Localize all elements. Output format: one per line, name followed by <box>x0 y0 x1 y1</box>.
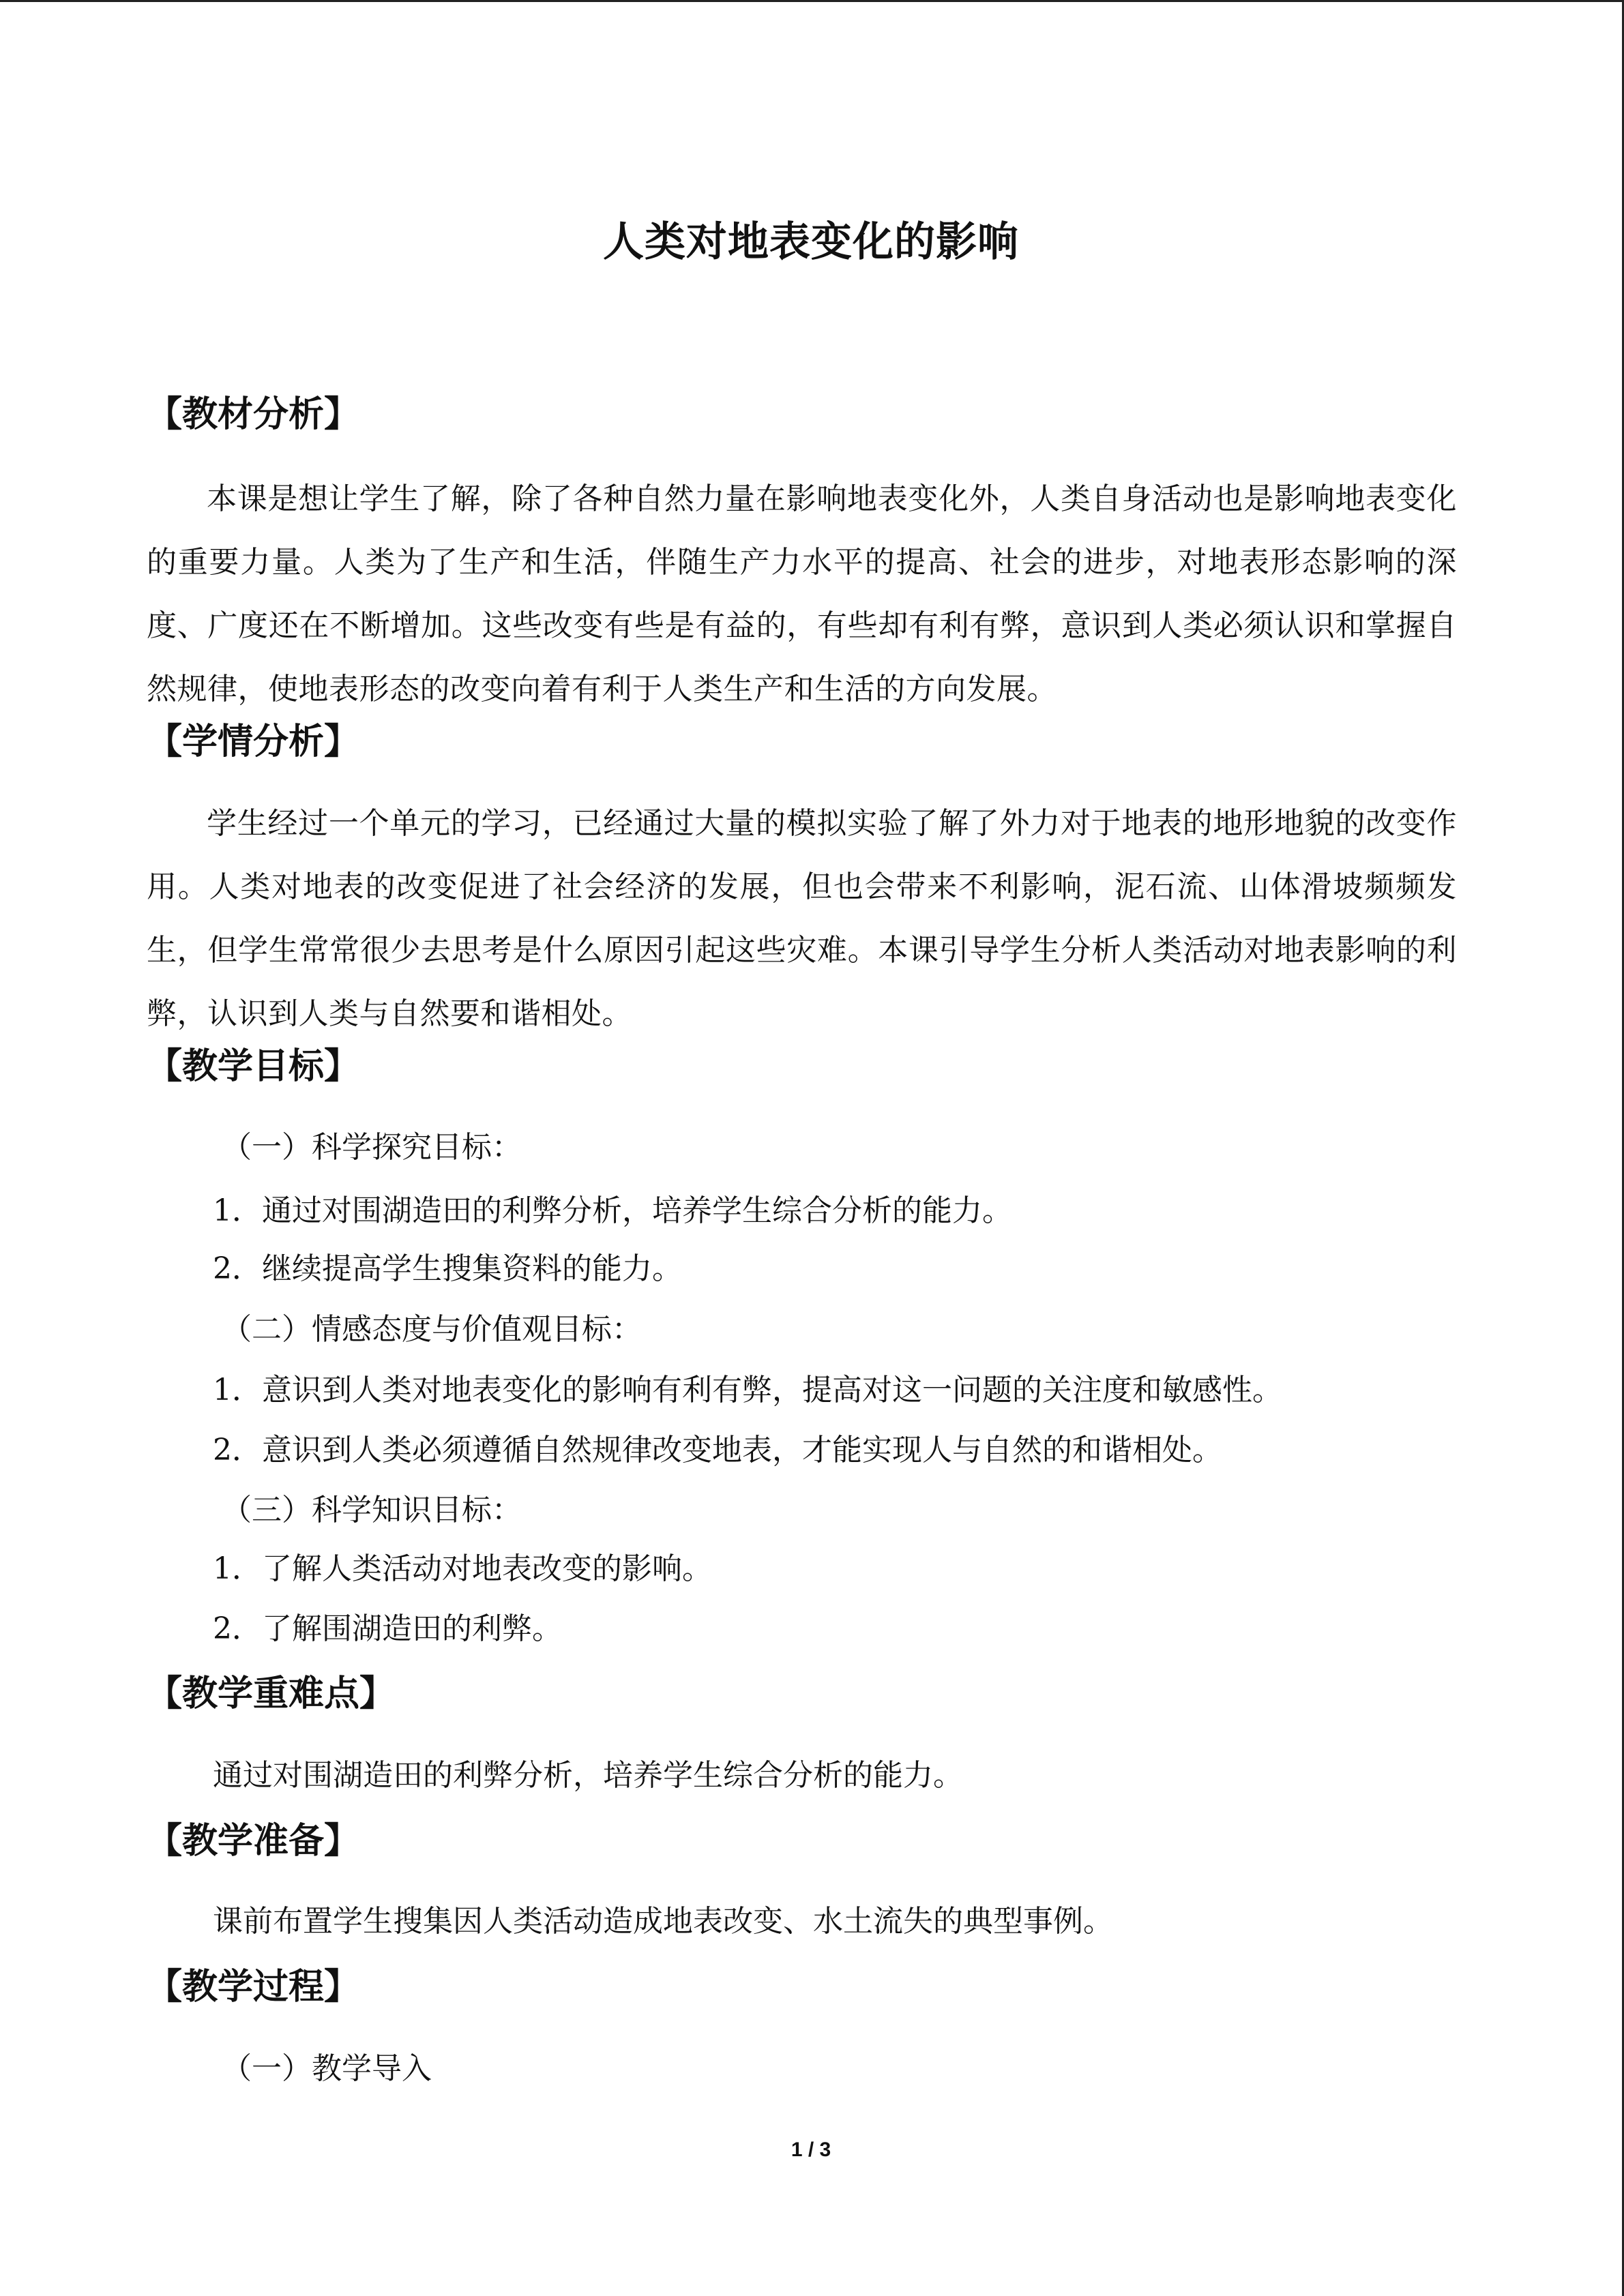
paragraph-key-points: 通过对围湖造田的利弊分析，培养学生综合分析的能力。 <box>213 1758 963 1793</box>
goal-subheading-inquiry: （一）科学探究目标： <box>222 1130 522 1165</box>
goal-item: 2．意识到人类必须遵循自然规律改变地表，才能实现人与自然的和谐相处。 <box>213 1433 1222 1467</box>
heading-preparation: 【教学准备】 <box>147 1821 360 1862</box>
goal-item: 1．了解人类活动对地表改变的影响。 <box>213 1551 712 1586</box>
process-subheading-intro: （一）教学导入 <box>222 2051 432 2086</box>
goal-item: 1．意识到人类对地表变化的影响有利有弊，提高对这一问题的关注度和敏感性。 <box>213 1373 1282 1407</box>
paragraph-textbook-analysis: 本课是想让学生了解，除了各种自然力量在影响地表变化外，人类自身活动也是影响地表变化的重要力量。人类为了生产和生活，伴随生产力水平的提高、社会的进步，对地表形态影响的深度、广度还在不断增加。这些改变有些是有益的，有些却有利有弊，意识到人类必须认识和掌握自然规律，使地表形态的改变向着有利于人类生产和生活的方向发展。 <box>147 481 1457 706</box>
goal-item: 2．继续提高学生搜集资料的能力。 <box>213 1251 682 1286</box>
page-number: 1 / 3 <box>791 2138 831 2161</box>
heading-teaching-process: 【教学过程】 <box>147 1967 360 2008</box>
goal-item: 2．了解围湖造田的利弊。 <box>213 1611 562 1646</box>
heading-teaching-goals: 【教学目标】 <box>147 1046 360 1087</box>
heading-textbook-analysis: 【教材分析】 <box>147 394 360 435</box>
heading-key-points: 【教学重难点】 <box>147 1673 396 1714</box>
heading-student-analysis: 【学情分析】 <box>147 721 360 762</box>
goal-subheading-attitude: （二）情感态度与价值观目标： <box>222 1312 642 1347</box>
goal-subheading-knowledge: （三）科学知识目标： <box>222 1493 522 1527</box>
document-title: 人类对地表变化的影响 <box>603 218 1019 266</box>
paragraph-preparation: 课前布置学生搜集因人类活动造成地表改变、水土流失的典型事例。 <box>213 1904 1113 1939</box>
paragraph-student-analysis: 学生经过一个单元的学习，已经通过大量的模拟实验了解了外力对于地表的地形地貌的改变作用。人类对地表的改变促进了社会经济的发展，但也会带来不利影响，泥石流、山体滑坡频频发生，但学生常常很少去思考是什么原因引起这些灾难。本课引导学生分析人类活动对地表影响的利弊，认识到人类与自然要和谐相处。 <box>147 806 1457 1031</box>
goal-item: 1．通过对围湖造田的利弊分析，培养学生综合分析的能力。 <box>213 1193 1012 1228</box>
